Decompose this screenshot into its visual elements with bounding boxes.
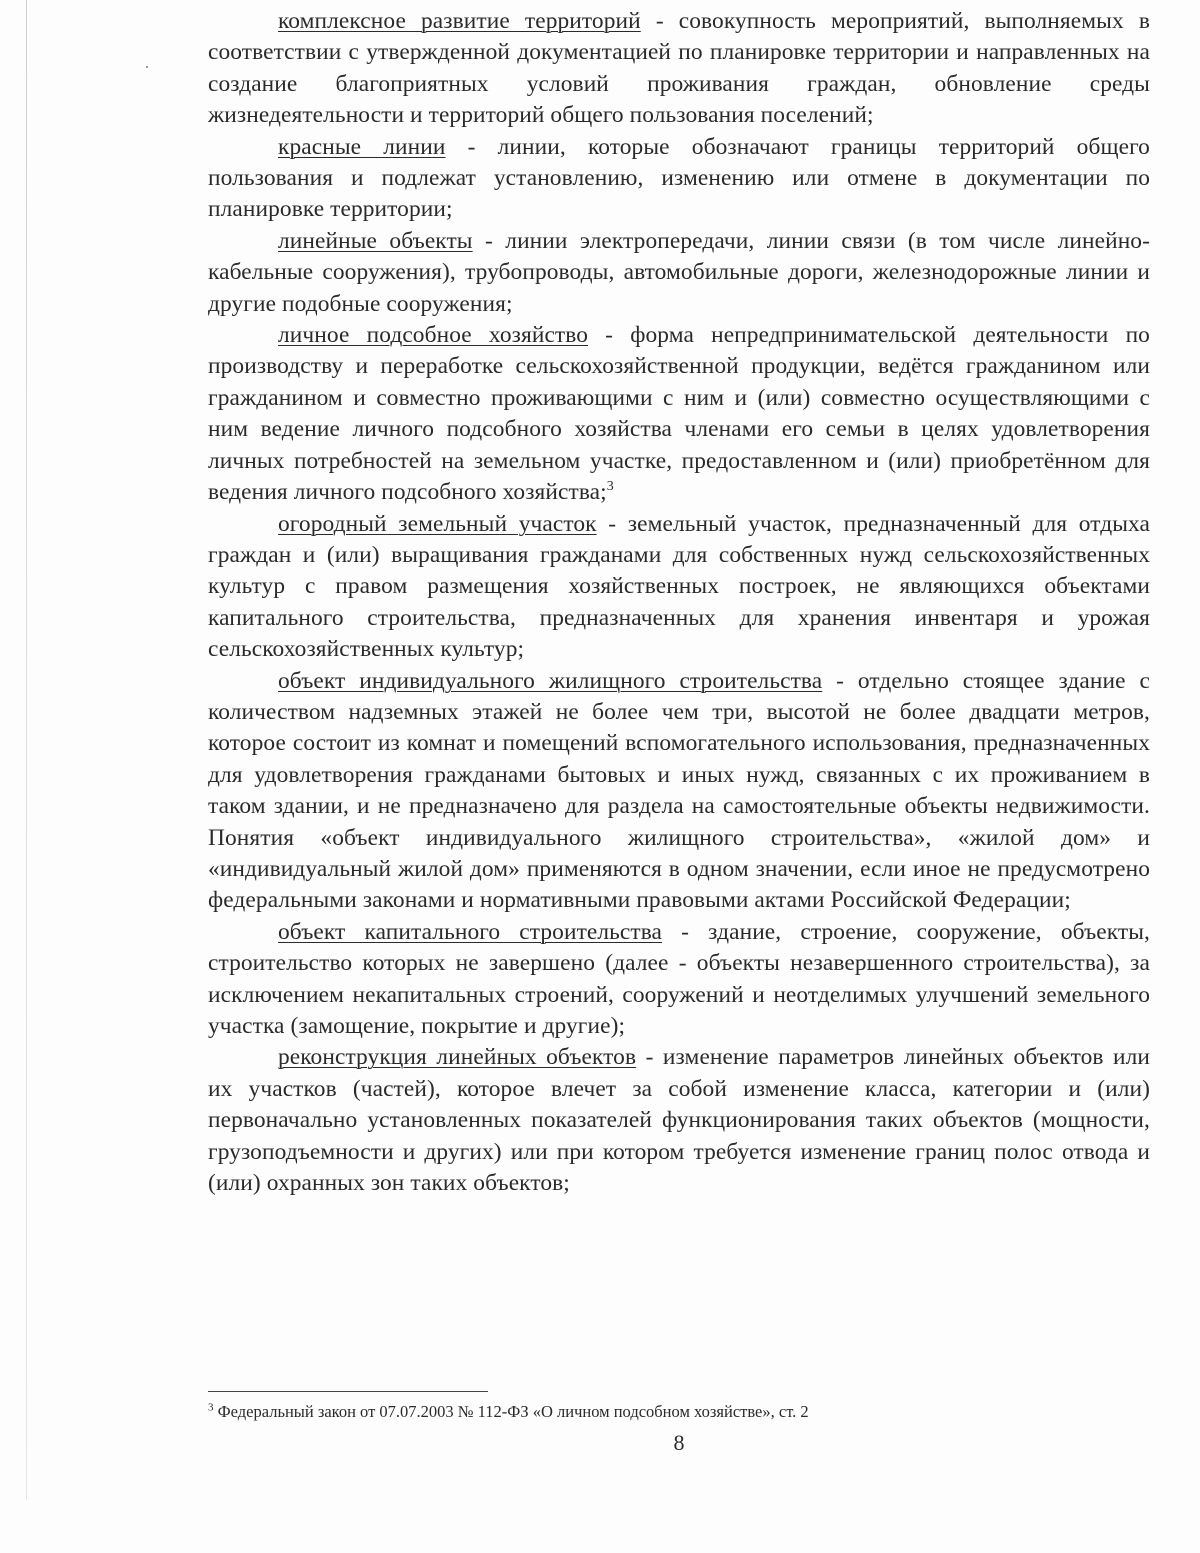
definition-term: личное подсобное хозяйство bbox=[278, 322, 589, 349]
definition-text: - изменение параметров линейных объектов или их участков (частей), которое влечет за собой изменение класса, категории и (или) первоначально установленных показателей функционирования таких объектов (мощности, грузоподъемности и других) или при котором требуется изменение границ полос отвода и (или) охранных зон таких объектов; bbox=[208, 1044, 1150, 1197]
definition-text: - линии, которые обозначают границы территорий общего пользования и подлежат установлению, изменению или отмене в документации по планировке территории; bbox=[208, 133, 1150, 223]
definition-paragraph bbox=[208, 132, 1150, 226]
definition-paragraph bbox=[208, 320, 1150, 508]
definition-text: - совокупность мероприятий, выполняемых в соответствии с утвержденной документацией по планировке территории и направленных на создание благоприятных условий проживания граждан, обновление среды жизнедеятельности и территорий общего пользования поселений; bbox=[208, 8, 1150, 129]
footnote-reference: 3 bbox=[606, 479, 614, 495]
footnote-number: 3 bbox=[208, 1401, 214, 1414]
footnote-text: Федеральный закон от 07.07.2003 № 112-ФЗ «О личном подсобном хозяйстве», ст. 2 bbox=[213, 1402, 809, 1421]
definition-paragraph bbox=[208, 509, 1150, 666]
definition-text: - отдельно стоящее здание с количеством надземных этажей не более чем три, высотой не более двадцати метров, которое состоит из комнат и помещений вспомогательного использования, предназначенных для удовлетворения гражданами бытовых и иных нужд, связанных с их проживанием в таком здании, и не предназначено для раздела на самостоятельные объекты недвижимости. Понятия «объект индивидуального жилищного строительства», «жилой дом» и «индивидуальный жилой дом» применяются в одном значении, если иное не предусмотрено федеральными законами и нормативными правовыми актами Российской Федерации; bbox=[208, 667, 1150, 914]
definition-paragraph bbox=[208, 6, 1150, 132]
definition-term: красные линии bbox=[278, 133, 446, 160]
definition-term: комплексное развитие территорий bbox=[278, 8, 641, 34]
definition-text: - земельный участок, предназначенный для отдыха граждан и (или) выращивания гражданами для собственных нужд сельскохозяйственных культур с правом размещения хозяйственных построек, не являющихся объектами капитального строительства, предназначенных для хранения инвентаря и урожая сельскохозяйственных культур; bbox=[208, 510, 1150, 663]
definition-text: - форма непредпринимательской деятельности по производству и переработке сельскохозяйственной продукции, ведётся гражданином или гражданином и совместно проживающими с ним и (или) совместно осуществляющими с ним ведение личного подсобного хозяйства членами его семьи в целях удовлетворения личных потребностей на земельном участке, предоставленном и (или) приобретённом для ведения личного подсобного хозяйства; bbox=[208, 322, 1150, 506]
definition-text: - здание, строение, сооружение, объекты, строительство которых не завершено (далее - объекты незавершенного строительства), за исключением некапитальных строений, сооружений и неотделимых улучшений земельного участка (замощение, покрытие и другие); bbox=[208, 918, 1150, 1039]
definition-term: огородный земельный участок bbox=[278, 510, 597, 537]
definition-term: объект капитального строительства bbox=[278, 918, 663, 945]
definition-paragraph bbox=[208, 226, 1150, 320]
definition-paragraph bbox=[208, 917, 1150, 1043]
scan-edge-line bbox=[26, 0, 27, 1500]
scan-speck bbox=[146, 66, 148, 68]
definitions-body bbox=[208, 6, 1150, 1199]
definition-term: линейные объекты bbox=[278, 227, 473, 254]
definition-term: реконструкция линейных объектов bbox=[278, 1044, 637, 1071]
footnote-divider bbox=[208, 1391, 488, 1392]
definition-paragraph bbox=[208, 1042, 1150, 1199]
definition-term: объект индивидуального жилищного строительства bbox=[278, 667, 823, 694]
footnote bbox=[208, 1402, 1150, 1422]
definition-paragraph bbox=[208, 666, 1150, 917]
page-number: 8 bbox=[673, 1430, 685, 1455]
definition-text: - линии электропередачи, линии связи (в том числе линейно-кабельные сооружения), трубопроводы, автомобильные дороги, железнодорожные линии и другие подобные сооружения; bbox=[208, 227, 1150, 317]
